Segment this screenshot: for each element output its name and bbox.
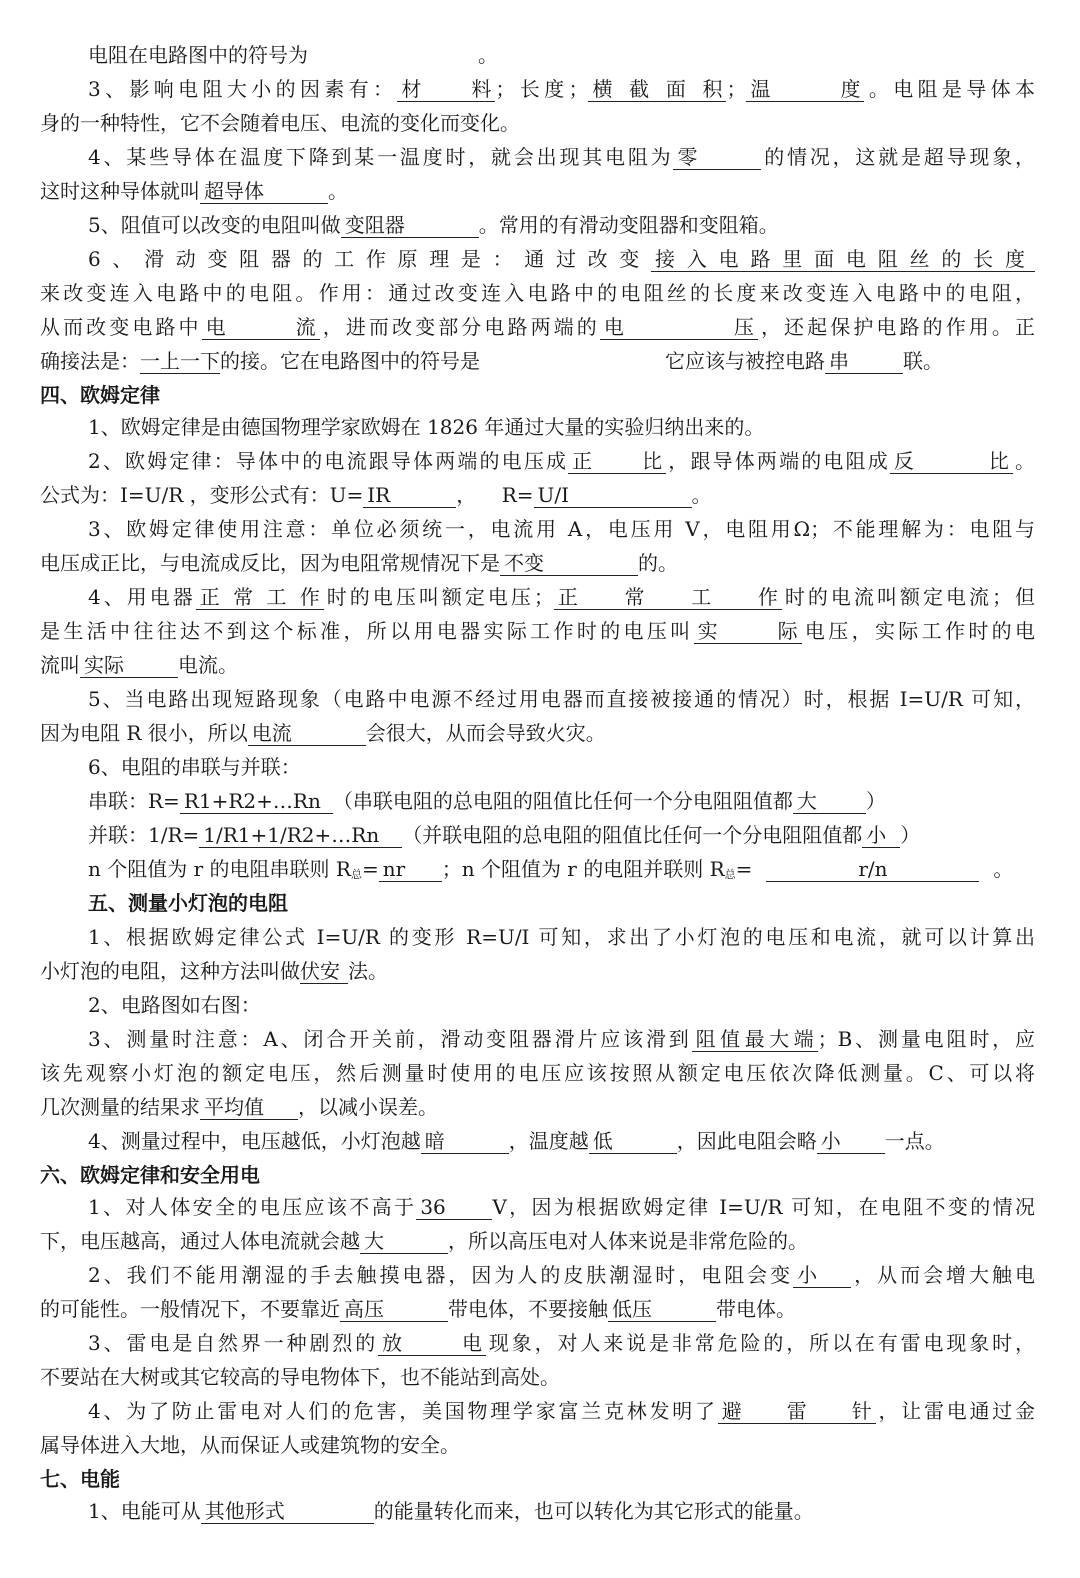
text: 电阻在电路图中的符号为 xyxy=(88,43,308,67)
text-line: 1、欧姆定律是由德国物理学家欧姆在 1826 年通过大量的实验归纳出来的。 xyxy=(88,415,765,439)
text: 的接。它在电路图中的符号是 xyxy=(220,349,480,373)
text: 电压，实际工作时的电 xyxy=(801,619,1036,643)
text-line xyxy=(40,312,1035,342)
fill-blank: 暗 xyxy=(421,1129,509,1154)
text-line xyxy=(88,74,1035,104)
text-line xyxy=(40,1092,1035,1122)
text: 带电体。 xyxy=(716,1297,796,1321)
text-line: 属导体进入大地，从而保证人或建筑物的安全。 xyxy=(40,1433,460,1457)
text: 下，电压越高，通过人体电流就会越 xyxy=(40,1229,360,1253)
text: ） xyxy=(900,823,921,847)
fill-blank: R1+R2+…Rn xyxy=(180,789,333,814)
fill-blank: 电压 xyxy=(600,315,758,340)
text-line xyxy=(40,956,1035,986)
subscript: 总 xyxy=(724,868,736,881)
fill-blank: 电流 xyxy=(202,315,320,340)
text: ，因此电阻会略 xyxy=(676,1129,817,1153)
text: ； xyxy=(726,77,747,101)
text-line xyxy=(40,176,1035,206)
text: 。电阻是导体本 xyxy=(864,77,1035,101)
text-line xyxy=(88,40,1035,70)
fill-blank: 小 xyxy=(793,1263,851,1288)
text-line xyxy=(88,210,1035,240)
text: 4、为了防止雷电对人们的危害，美国物理学家富兰克林发明了 xyxy=(88,1399,718,1423)
text-line: 3、欧姆定律使用注意：单位必须统一，电流用 A，电压用 V，电阻用Ω；不能理解为：电阻与 xyxy=(88,517,1035,541)
text-line xyxy=(88,786,1035,816)
text: 从而改变电路中 xyxy=(40,315,202,339)
text: 2、欧姆定律：导体中的电流跟导体两端的电压成 xyxy=(88,449,569,473)
text-line xyxy=(88,854,1035,890)
text-line xyxy=(88,1328,1035,1358)
fill-blank: nr xyxy=(379,857,442,882)
fill-blank: 一上一下 xyxy=(140,349,220,373)
fill-blank: 超导体 xyxy=(200,179,328,204)
text: 公式为：I=U/R ，变形公式有：U= xyxy=(40,483,364,507)
fill-blank: 正比 xyxy=(568,449,666,474)
fill-blank: IR xyxy=(363,483,456,508)
text: 这时这种导体就叫 xyxy=(40,179,200,203)
text: = xyxy=(735,857,753,881)
fill-blank: 小 xyxy=(862,823,900,848)
text-line xyxy=(88,1024,1035,1054)
text: ） xyxy=(865,789,886,813)
text: ，以减小误差。 xyxy=(298,1095,438,1119)
text: 串联：R= xyxy=(88,789,180,813)
text-line xyxy=(40,346,1035,376)
fill-blank: 实际 xyxy=(694,619,802,644)
text: ，进而改变部分电路两端的 xyxy=(319,315,600,339)
text: 4、测量过程中，电压越低，小灯泡越 xyxy=(88,1129,421,1153)
text-line xyxy=(40,480,1035,510)
text: 几次测量的结果求 xyxy=(40,1095,200,1119)
text: 它应该与被控电路 xyxy=(665,349,825,373)
text: 现象，对人来说是非常危险的，所以在有雷电现象时， xyxy=(486,1331,1035,1355)
fill-blank: 不变 xyxy=(500,551,638,576)
text: 2、我们不能用潮湿的手去触摸电器，因为人的皮肤潮湿时，电阻会变 xyxy=(88,1263,794,1287)
text-line xyxy=(40,616,1035,646)
fill-blank: 其他形式 xyxy=(201,1499,374,1524)
text-line xyxy=(88,1396,1035,1426)
text: V，因为根据欧姆定律 I=U/R 可知，在电阻不变的情况 xyxy=(492,1195,1036,1219)
text-line: 5、当电路出现短路现象（电路中电源不经过用电器而直接被接通的情况）时，根据 I=U/R 可知， xyxy=(88,687,1035,711)
text-line xyxy=(40,548,1035,578)
text-line xyxy=(88,142,1035,172)
text: ，跟导体两端的电阻成 xyxy=(666,449,890,473)
fill-blank: 电流 xyxy=(248,721,366,746)
text: 的情况，这就是超导现象， xyxy=(761,145,1035,169)
fill-blank: 36 xyxy=(416,1195,492,1220)
text: 3、雷电是自然界一种剧烈的 xyxy=(88,1331,379,1355)
text: 4、用电器 xyxy=(88,585,196,609)
text: 。 xyxy=(993,857,1014,881)
text: 1、电能可从 xyxy=(88,1499,201,1523)
text: （并联电阻的总电阻的阻值比任何一个分电阻阻值都 xyxy=(402,823,863,847)
fill-blank: 正常工作 xyxy=(196,585,324,610)
text: ，温度越 xyxy=(508,1129,589,1153)
text: ，从而会增大触电 xyxy=(851,1263,1035,1287)
text: 。 xyxy=(1012,449,1036,473)
text: 4、某些导体在温度下降到某一温度时，就会出现其电阻为 xyxy=(88,145,674,169)
text: 是生活中往往达不到这个标准，所以用电器实际工作时的电压叫 xyxy=(40,619,694,643)
text: 的能量转化而来，也可以转化为其它形式的能量。 xyxy=(373,1499,814,1523)
fill-blank: 小 xyxy=(817,1129,885,1154)
section-heading: 七、电能 xyxy=(40,1467,120,1491)
text: 。 xyxy=(478,43,498,67)
text-line xyxy=(88,820,1035,850)
fill-blank: 零 xyxy=(673,145,761,170)
text-line xyxy=(40,1226,1035,1256)
section-heading: 四、欧姆定律 xyxy=(40,383,160,407)
text: 联。 xyxy=(903,349,943,373)
fill-blank: 放电 xyxy=(378,1331,486,1356)
text-line xyxy=(40,650,1035,680)
fill-blank: 实际 xyxy=(80,653,178,678)
text: 并联：1/R= xyxy=(88,823,200,847)
text: ， R= xyxy=(456,483,534,507)
text-line: 2、电路图如右图： xyxy=(88,993,261,1017)
text: 1、对人体安全的电压应该不高于 xyxy=(88,1195,417,1219)
text-line xyxy=(40,718,1035,748)
text: 电压成正比，与电流成反比，因为电阻常规情况下是 xyxy=(40,551,500,575)
fill-blank: 高压 xyxy=(340,1297,448,1322)
fill-blank: 横截面积 xyxy=(588,77,726,102)
section-heading: 六、欧姆定律和安全用电 xyxy=(40,1163,260,1187)
text: ，还起保护电路的作用。正 xyxy=(757,315,1035,339)
text: 。 xyxy=(328,179,348,203)
fill-blank: 反比 xyxy=(890,449,1013,474)
text: ，所以高压电对人体来说是非常危险的。 xyxy=(448,1229,808,1253)
text: 流叫 xyxy=(40,653,80,677)
text: 因为电阻 R 很小，所以 xyxy=(40,721,248,745)
fill-blank: 平均值 xyxy=(200,1095,298,1120)
text-line: 来改变连入电路中的电阻。作用：通过改变连入电路中的电阻丝的长度来改变连入电路中的电阻， xyxy=(40,281,1035,305)
text-line xyxy=(40,1294,1035,1324)
text-line: 6、电阻的串联与并联： xyxy=(88,755,301,779)
fill-blank: 伏安 xyxy=(300,959,348,984)
text-line xyxy=(88,582,1035,612)
fill-blank: 变阻器 xyxy=(341,213,479,238)
text: ；B、测量电阻时，应 xyxy=(817,1027,1035,1051)
subscript: 总 xyxy=(350,868,362,881)
text: 确接法是： xyxy=(40,349,140,373)
text: ；长度； xyxy=(495,77,589,101)
fill-blank: r/n xyxy=(766,857,979,882)
text-line: 身的一种特性，它不会随着电压、电流的变化而变化。 xyxy=(40,111,520,135)
text: 3、影响电阻大小的因素有： xyxy=(88,77,398,101)
fill-blank: 避雷针 xyxy=(718,1399,876,1424)
text: 会很大，从而会导致火灾。 xyxy=(365,721,606,745)
text-line xyxy=(88,446,1035,476)
text-line xyxy=(88,1260,1035,1290)
text: 时的电压叫额定电压； xyxy=(323,585,554,609)
text-line xyxy=(88,1126,1035,1156)
text-line: 1、根据欧姆定律公式 I=U/R 的变形 R=U/I 可知，求出了小灯泡的电压和电流，就可以计算出 xyxy=(88,925,1035,949)
fill-blank: 大 xyxy=(793,789,866,814)
text: 的。 xyxy=(638,551,678,575)
text: 6、滑动变阻器的工作原理是：通过改变 xyxy=(88,247,651,271)
text: 。常用的有滑动变阻器和变阻箱。 xyxy=(478,213,779,237)
text: 。 xyxy=(691,483,712,507)
text: （串联电阻的总电阻的阻值比任何一个分电阻阻值都 xyxy=(332,789,793,813)
fill-blank: 正常工作 xyxy=(554,585,782,610)
fill-blank: 低 xyxy=(589,1129,677,1154)
text: 带电体，不要接触 xyxy=(448,1297,608,1321)
fill-blank: 材料 xyxy=(397,77,495,102)
text: 的可能性。一般情况下，不要靠近 xyxy=(40,1297,340,1321)
text: 一点。 xyxy=(884,1129,945,1153)
text: 3、测量时注意：A、闭合开关前，滑动变阻器滑片应该滑到 xyxy=(88,1027,692,1051)
text: ；n 个阻值为 r 的电阻并联则 R xyxy=(441,857,725,881)
fill-blank: 阻值最大端 xyxy=(692,1027,818,1052)
fill-blank: 1/R1+1/R2+…Rn xyxy=(199,823,402,848)
text-line xyxy=(88,1496,1035,1526)
fill-blank: 温度 xyxy=(746,77,864,102)
fill-blank: 大 xyxy=(360,1229,448,1254)
text: ，让雷电通过金 xyxy=(875,1399,1036,1423)
text-line: 该先观察小灯泡的额定电压，然后测量时使用的电压应该按照从额定电压依次降低测量。C、可以将 xyxy=(40,1061,1035,1085)
section-heading: 五、测量小灯泡的电阻 xyxy=(88,891,288,915)
text: 5、阻值可以改变的电阻叫做 xyxy=(88,213,341,237)
text-line xyxy=(88,244,1035,274)
text: 小灯泡的电阻，这种方法叫做 xyxy=(40,959,300,983)
fill-blank: 低压 xyxy=(608,1297,716,1322)
text: n 个阻值为 r 的电阻串联则 R xyxy=(88,857,351,881)
text: 法。 xyxy=(348,959,388,983)
fill-blank: 接入电路里面电阻丝的长度 xyxy=(651,247,1035,272)
text: 时的电流叫额定电流；但 xyxy=(781,585,1036,609)
text: 电流。 xyxy=(178,653,238,677)
fill-blank: U/I xyxy=(534,483,692,508)
fill-blank: 串 xyxy=(825,349,903,374)
text-line: 不要站在大树或其它较高的导电物体下，也不能站到高处。 xyxy=(40,1365,560,1389)
text-line xyxy=(88,1192,1035,1222)
text: = xyxy=(361,857,379,881)
